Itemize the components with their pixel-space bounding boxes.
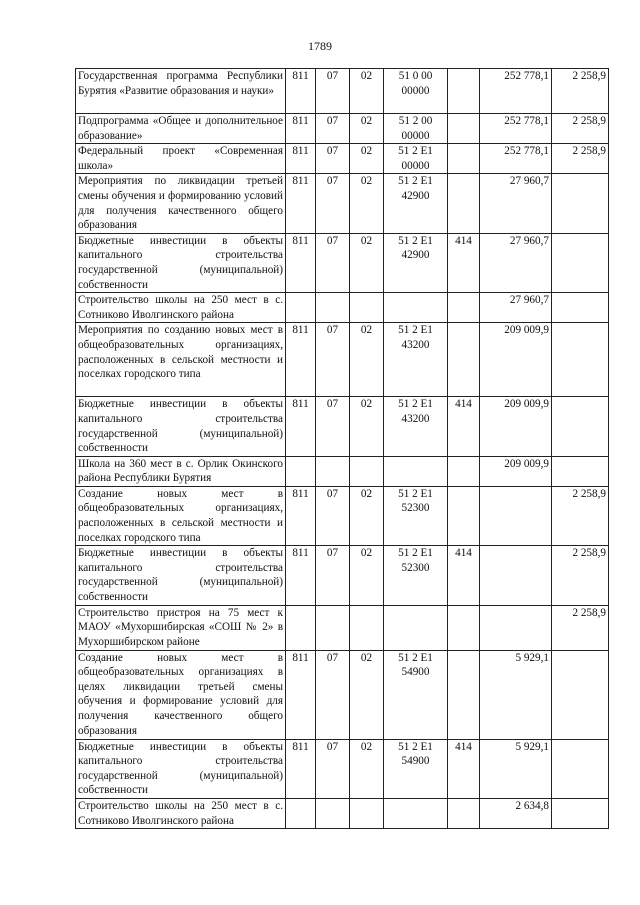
cell-subsection: 02 [350,650,384,739]
cell-section [316,293,350,323]
cell-name: Бюджетные инвестиции в объекты капитального строительства государственной (муниципальной) собственности [76,233,286,292]
cell-subsection: 02 [350,486,384,545]
table-row [76,174,609,233]
table-row [76,144,609,174]
cell-target-article [384,799,448,829]
table-row [76,323,609,397]
cell-amount-2: 2 258,9 [552,605,609,650]
cell-subsection [350,456,384,486]
cell-subsection: 02 [350,397,384,456]
cell-amount-1: 27 960,7 [480,174,552,233]
cell-amount-1: 252 778,1 [480,69,552,114]
cell-target-article: 51 0 00 00000 [384,69,448,114]
cell-name: Строительство школы на 250 мест в с. Сотниково Иволгинского района [76,293,286,323]
cell-target-article: 51 2 E1 42900 [384,174,448,233]
cell-target-article: 51 2 E1 52300 [384,546,448,605]
cell-subsection: 02 [350,546,384,605]
cell-amount-2: 2 258,9 [552,69,609,114]
table-row [76,233,609,292]
cell-expense-type: 414 [448,546,480,605]
cell-amount-2: 2 258,9 [552,546,609,605]
cell-expense-type [448,144,480,174]
cell-subsection: 02 [350,114,384,144]
cell-subsection: 02 [350,323,384,397]
cell-name: Мероприятия по созданию новых мест в общеобразовательных организациях, расположенных в сельской местности и поселках городского типа [76,323,286,397]
cell-target-article: 51 2 E1 43200 [384,397,448,456]
cell-section: 07 [316,174,350,233]
cell-target-article: 51 2 E1 00000 [384,144,448,174]
cell-amount-2 [552,397,609,456]
cell-ministry: 811 [286,323,316,397]
cell-name: Бюджетные инвестиции в объекты капитального строительства государственной (муниципальной) собственности [76,397,286,456]
cell-expense-type [448,799,480,829]
table-row [76,799,609,829]
cell-amount-1: 27 960,7 [480,233,552,292]
table-row [76,397,609,456]
cell-name: Подпрограмма «Общее и дополнительное образование» [76,114,286,144]
cell-amount-2 [552,233,609,292]
cell-section: 07 [316,397,350,456]
table-row [76,739,609,798]
cell-expense-type: 414 [448,739,480,798]
cell-name: Бюджетные инвестиции в объекты капитального строительства государственной (муниципальной) собственности [76,739,286,798]
cell-ministry: 811 [286,233,316,292]
cell-amount-1: 209 009,9 [480,397,552,456]
cell-name: Создание новых мест в общеобразовательных организациях в целях ликвидации третьей смены обучения и формирование условий для получения качественного общего образования [76,650,286,739]
cell-section [316,605,350,650]
cell-section: 07 [316,69,350,114]
table-row [76,546,609,605]
cell-amount-2: 2 258,9 [552,114,609,144]
cell-amount-1: 5 929,1 [480,739,552,798]
cell-amount-1: 209 009,9 [480,323,552,397]
cell-section: 07 [316,546,350,605]
cell-section: 07 [316,144,350,174]
cell-ministry: 811 [286,397,316,456]
cell-expense-type [448,114,480,144]
page-number: 1789 [308,39,332,53]
cell-expense-type [448,650,480,739]
budget-table-body [76,69,609,829]
cell-subsection: 02 [350,739,384,798]
cell-subsection [350,605,384,650]
cell-section: 07 [316,114,350,144]
cell-target-article [384,605,448,650]
table-row [76,486,609,545]
cell-expense-type [448,456,480,486]
cell-name: Школа на 360 мест в с. Орлик Окинского района Республики Бурятия [76,456,286,486]
cell-ministry [286,456,316,486]
cell-amount-2 [552,739,609,798]
table-row [76,456,609,486]
cell-target-article: 51 2 00 00000 [384,114,448,144]
cell-expense-type: 414 [448,233,480,292]
cell-amount-2: 2 258,9 [552,144,609,174]
cell-amount-2 [552,174,609,233]
cell-target-article [384,293,448,323]
cell-subsection: 02 [350,69,384,114]
cell-target-article: 51 2 E1 42900 [384,233,448,292]
cell-section: 07 [316,739,350,798]
cell-name: Мероприятия по ликвидации третьей смены обучения и формированию условий для получения качественного общего образования [76,174,286,233]
cell-amount-1: 2 634,8 [480,799,552,829]
cell-amount-1 [480,486,552,545]
cell-target-article: 51 2 E1 54900 [384,739,448,798]
cell-amount-2 [552,293,609,323]
cell-ministry: 811 [286,486,316,545]
cell-name: Строительство пристроя на 75 мест к МАОУ «Мухоршибирская «СОШ № 2» в Мухоршибирском районе [76,605,286,650]
cell-amount-1: 27 960,7 [480,293,552,323]
cell-section [316,456,350,486]
cell-name: Строительство школы на 250 мест в с. Сотниково Иволгинского района [76,799,286,829]
cell-amount-1: 252 778,1 [480,114,552,144]
cell-amount-1 [480,546,552,605]
cell-ministry [286,799,316,829]
cell-target-article: 51 2 E1 52300 [384,486,448,545]
cell-ministry: 811 [286,69,316,114]
table-row [76,293,609,323]
cell-expense-type [448,486,480,545]
cell-target-article: 51 2 E1 54900 [384,650,448,739]
budget-table [75,68,609,829]
cell-expense-type [448,174,480,233]
cell-section [316,799,350,829]
cell-expense-type [448,323,480,397]
cell-target-article [384,456,448,486]
cell-expense-type [448,605,480,650]
cell-name: Государственная программа Республики Бурятия «Развитие образования и науки» [76,69,286,114]
cell-amount-2 [552,323,609,397]
cell-ministry: 811 [286,144,316,174]
cell-subsection [350,799,384,829]
cell-name: Создание новых мест в общеобразовательных организациях, расположенных в сельской местности и поселках городского типа [76,486,286,545]
cell-ministry: 811 [286,174,316,233]
table-row [76,605,609,650]
cell-amount-2 [552,650,609,739]
cell-amount-1: 252 778,1 [480,144,552,174]
cell-ministry: 811 [286,650,316,739]
cell-amount-1: 209 009,9 [480,456,552,486]
table-row [76,650,609,739]
cell-section: 07 [316,323,350,397]
cell-subsection: 02 [350,144,384,174]
cell-name: Федеральный проект «Современная школа» [76,144,286,174]
table-row [76,114,609,144]
cell-name: Бюджетные инвестиции в объекты капитального строительства государственной (муниципальной) собственности [76,546,286,605]
cell-section: 07 [316,650,350,739]
cell-ministry: 811 [286,546,316,605]
cell-amount-1: 5 929,1 [480,650,552,739]
cell-subsection [350,293,384,323]
cell-amount-2: 2 258,9 [552,486,609,545]
cell-subsection: 02 [350,233,384,292]
cell-target-article: 51 2 E1 43200 [384,323,448,397]
table-row [76,69,609,114]
cell-ministry: 811 [286,739,316,798]
cell-ministry: 811 [286,114,316,144]
cell-ministry [286,293,316,323]
cell-ministry [286,605,316,650]
cell-expense-type [448,293,480,323]
cell-amount-2 [552,799,609,829]
cell-subsection: 02 [350,174,384,233]
cell-amount-2 [552,456,609,486]
cell-section: 07 [316,233,350,292]
cell-section: 07 [316,486,350,545]
cell-amount-1 [480,605,552,650]
cell-expense-type [448,69,480,114]
cell-expense-type: 414 [448,397,480,456]
